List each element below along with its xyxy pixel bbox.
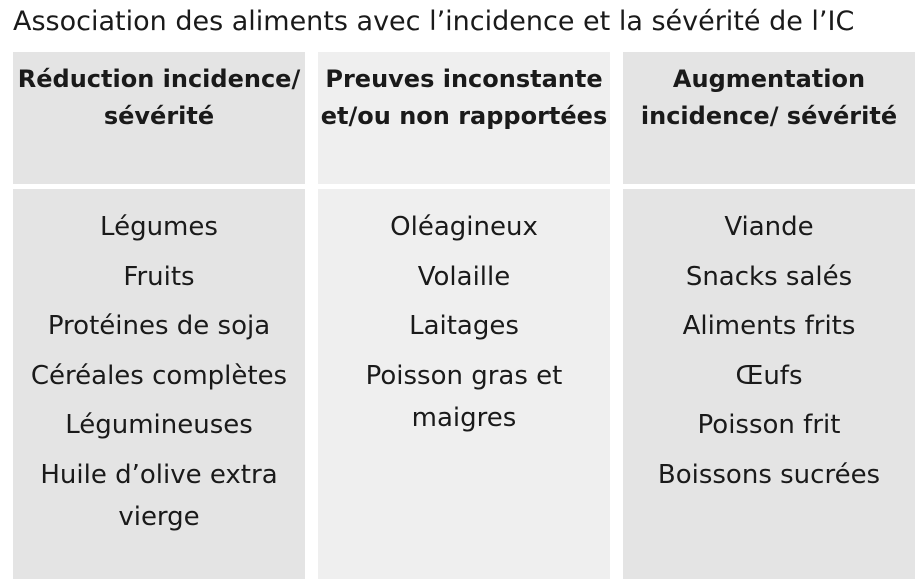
- column-header-inconstant: [318, 52, 610, 184]
- list-item: Légumes: [100, 212, 218, 242]
- column-body-augmentation: [623, 189, 915, 579]
- list-item: Volaille: [417, 261, 511, 292]
- column-body-inconstant: [318, 189, 610, 579]
- page-title: Association des aliments avec l’incidence et la sévérité de l’IC: [13, 6, 855, 37]
- list-item: Snacks salés: [685, 261, 853, 292]
- list-item: Viande: [724, 212, 814, 242]
- list-item: Boissons sucrées: [657, 459, 881, 490]
- column-header-label: Réduction incidence/ sévérité: [17, 65, 301, 130]
- list-item: Laitages: [409, 311, 519, 341]
- list-item: Oléagineux: [390, 212, 538, 242]
- list-item: Poisson gras et maigres: [365, 360, 563, 433]
- list-item: Fruits: [123, 261, 195, 292]
- list-item: Aliments frits: [682, 311, 856, 341]
- list-item: Huile d’olive extra vierge: [40, 459, 278, 532]
- list-item: Œufs: [735, 360, 803, 391]
- column-header-reduction: [13, 52, 305, 184]
- column-header-label: Preuves inconstante et/ou non rapportées: [320, 65, 608, 130]
- list-item: Légumineuses: [65, 410, 253, 440]
- column-header-augmentation: [623, 52, 915, 184]
- list-item: Céréales complètes: [30, 360, 288, 391]
- list-item: Poisson frit: [697, 410, 841, 440]
- column-header-label: Augmentation incidence/ sévérité: [640, 65, 898, 130]
- column-body-reduction: [13, 189, 305, 579]
- list-item: Protéines de soja: [47, 311, 271, 341]
